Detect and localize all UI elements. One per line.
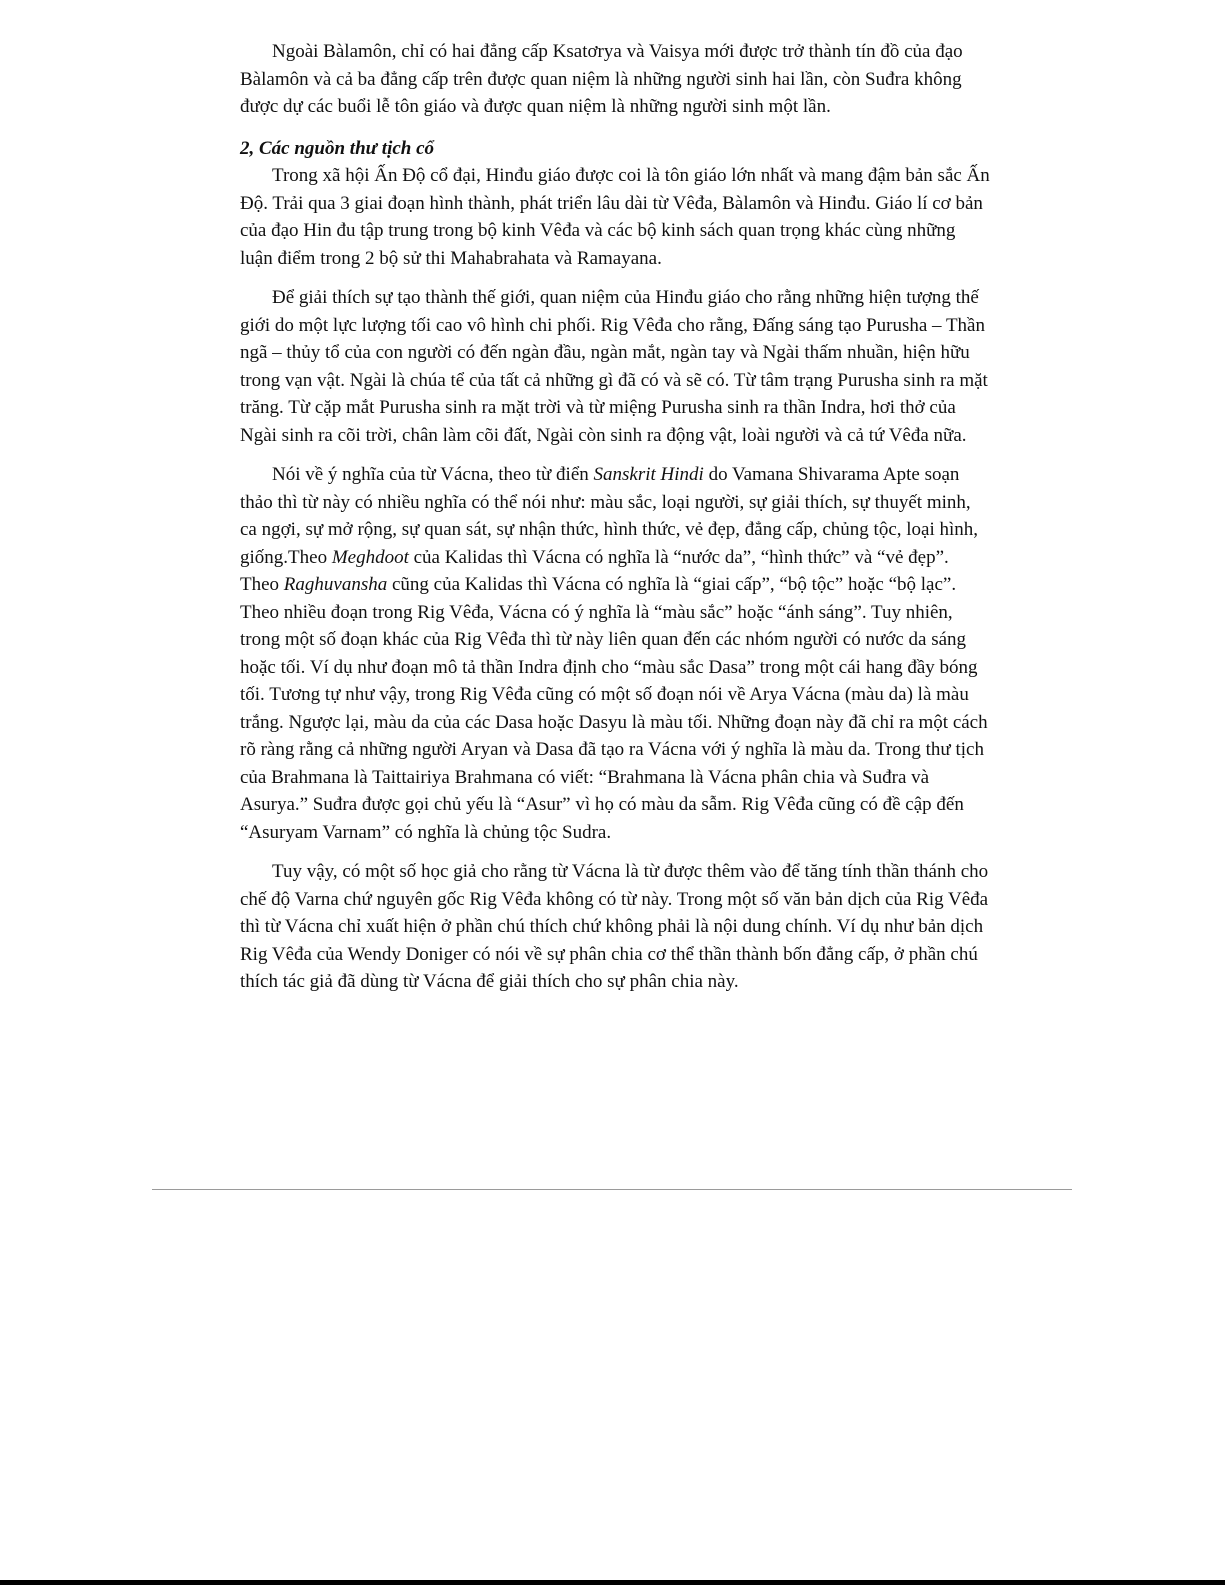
italic-title: Raghuvansha: [283, 574, 388, 595]
italic-title: Sanskrit Hindi: [593, 464, 704, 485]
text-run: Nói về ý nghĩa của từ Vácna, theo từ điển: [272, 464, 594, 485]
italic-title: Meghdoot: [331, 546, 409, 568]
text-run: cũng của Kalidas thì Vácna có nghĩa là “giai cấp”, “bộ tộc” hoặc “bộ lạc”. Theo nhiều đoạn trong Rig Vêđa, Vácna có ý nghĩa là “màu sắc” hoặc “ánh sáng”. Tuy nhiên, trong một số đoạn khác của Rig Vêđa thì từ này liên quan đến các nhóm người có nước da sáng hoặc tối. Ví dụ như đoạn mô tả thần Indra định cho “màu sắc Dasa” trong một cái hang đầy bóng tối. Tương tự như vậy, trong Rig Vêđa cũng có một số đoạn nói về Arya Vácna (màu da) là màu trắng. Ngược lại, màu da của các Dasa hoặc Dasyu là màu tối. Những đoạn này đã chỉ ra một cách rõ ràng rằng cả những người Aryan và Dasa đã tạo ra Vácna với ý nghĩa là màu da. Trong thư tịch của Brahmana là Taittairiya Brahmana có viết: “Brahmana là Vácna phân chia và Suđra và Asurya.” Suđra được gọi chủ yếu là “Asur” vì họ có màu da sẫm. Rig Vêđa cũng có đề cập đến “Asuryam Varnam” có nghĩa là chủng tộc Sudra.: [240, 574, 988, 843]
paragraph: [240, 461, 992, 846]
page-divider: [152, 1189, 1072, 1190]
paragraph: Ngoài Bàlamôn, chỉ có hai đẳng cấp Ksatơrya và Vaisya mới được trở thành tín đồ của đạo Bàlamôn và cả ba đẳng cấp trên được quan niệm là những người sinh hai lần, còn Suđra không được dự các buổi lễ tôn giáo và được quan niệm là những người sinh một lần.: [240, 41, 963, 117]
paragraph: Để giải thích sự tạo thành thế giới, quan niệm của Hinđu giáo cho rằng những hiện tượng thế giới do một lực lượng tối cao vô hình chi phối. Rig Vêđa cho rằng, Đấng sáng tạo Purusha – Thần ngã – thủy tổ của con người có đến ngàn đầu, ngàn mắt, ngàn tay và Ngài thấm nhuần, hiện hữu trong vạn vật. Ngài là chúa tể của tất cả những gì đã có và sẽ có. Từ tâm trạng Purusha sinh ra mặt trăng. Từ cặp mắt Purusha sinh ra mặt trời và từ miệng Purusha sinh ra thần Indra, hơi thở của Ngài sinh ra cõi trời, chân làm cõi đất, Ngài còn sinh ra động vật, loài người và cả tứ Vêđa nữa.: [240, 287, 988, 446]
section-heading: 2, Các nguồn thư tịch cổ: [240, 137, 435, 159]
page-bottom-edge: [0, 1580, 1225, 1585]
text-run: của Kalidas thì Vácna có nghĩa là “nước da”, “hình thức” và “vẻ đẹp”. Theo: [240, 546, 949, 595]
paragraph: Trong xã hội Ấn Độ cổ đại, Hinđu giáo được coi là tôn giáo lớn nhất và mang đậm bản sắc Ấn Độ. Trải qua 3 giai đoạn hình thành, phát triển lâu dài từ Vêđa, Bàlamôn và Hinđu. Giáo lí cơ bản của đạo Hin đu tập trung trong bộ kinh Vêđa và các bộ kinh sách quan trọng khác cùng những luận điểm trong 2 bộ sử thi Mahabrahata và Ramayana.: [240, 165, 990, 269]
text-run: do Vamana Shivarama Apte soạn thảo thì từ này có nhiều nghĩa có thể nói như: màu sắc, loại người, sự giải thích, sự thuyết minh, ca ngợi, sự mở rộng, sự quan sát, sự nhận thức, hình thức, vẻ đẹp, đẳng cấp, chủng tộc, loại hình, giống.Theo: [240, 464, 979, 568]
paragraph: Tuy vậy, có một số học giả cho rằng từ Vácna là từ được thêm vào để tăng tính thần thánh cho chế độ Varna chứ nguyên gốc Rig Vêđa không có từ này. Trong một số văn bản dịch của Rig Vêđa thì từ Vácna chỉ xuất hiện ở phần chú thích chứ không phải là nội dung chính. Ví dụ như bản dịch Rig Vêđa của Wendy Doniger có nói về sự phân chia cơ thể thần thành bốn đẳng cấp, ở phần chú thích tác giả đã dùng từ Vácna để giải thích cho sự phân chia này.: [240, 861, 989, 992]
document-body: [240, 38, 992, 996]
